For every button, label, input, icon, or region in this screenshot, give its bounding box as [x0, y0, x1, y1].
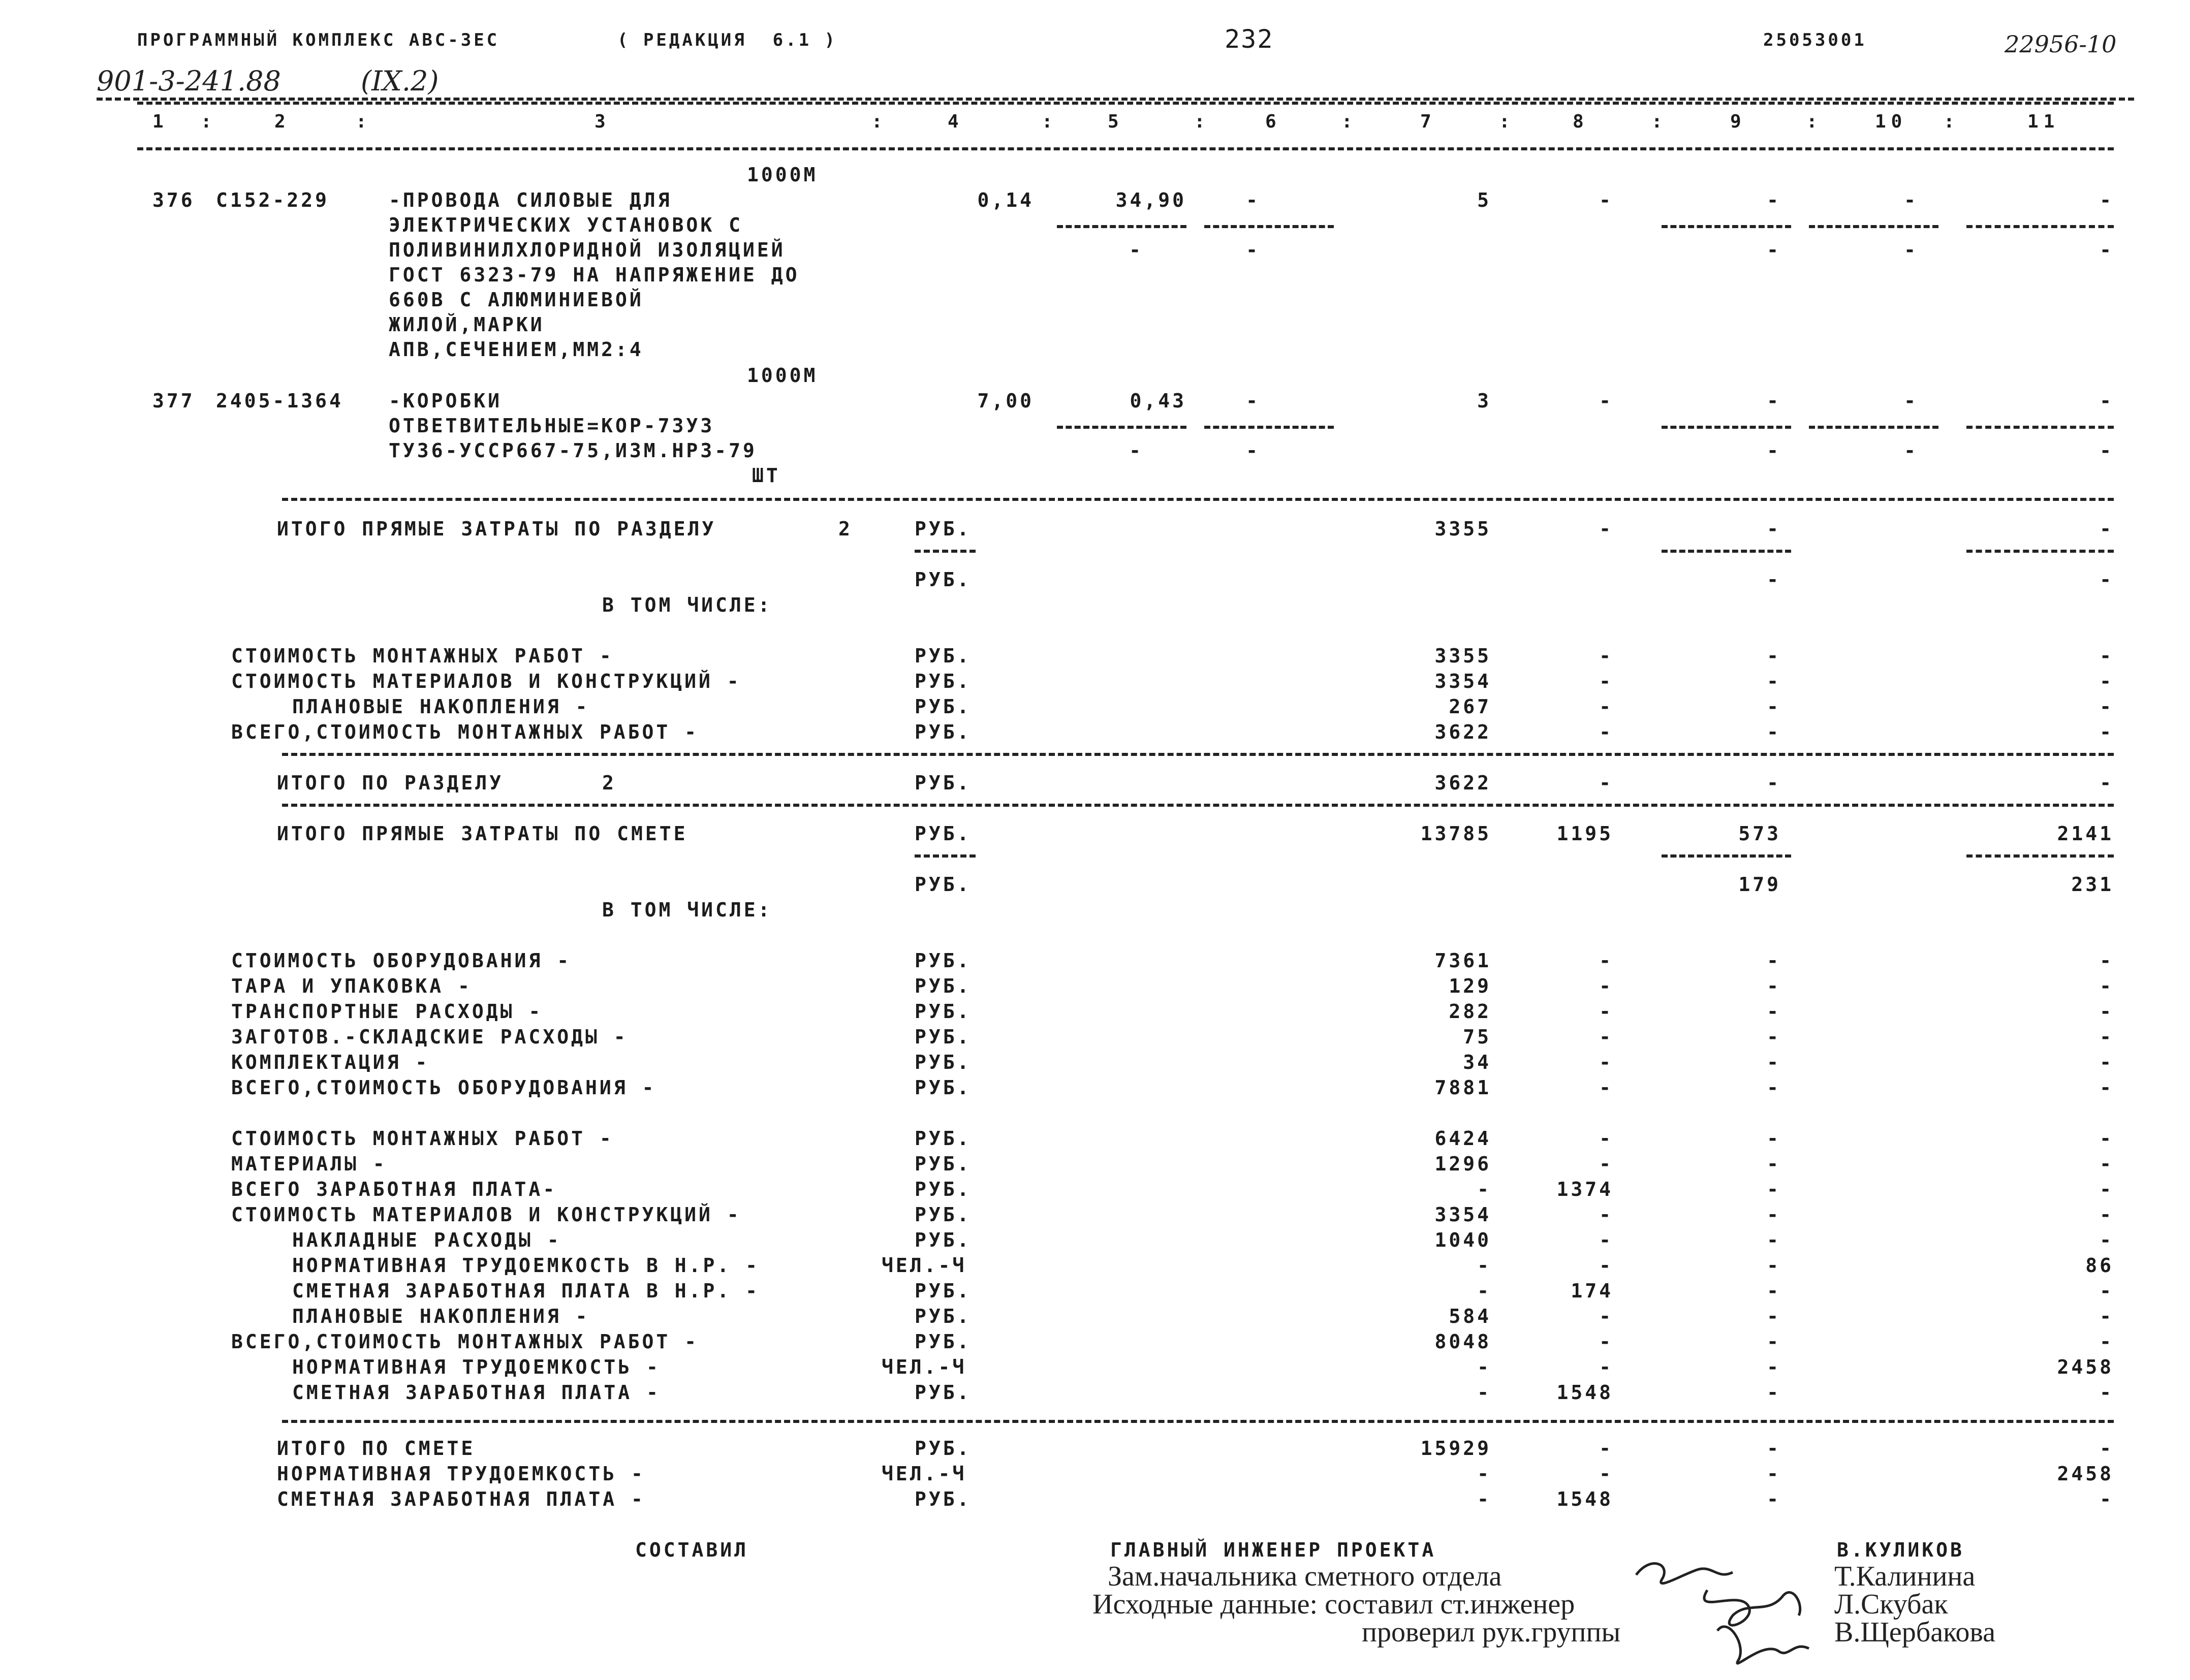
section-total-col8: -	[1599, 518, 1613, 540]
item-code: С152-229	[216, 189, 330, 211]
estimate-including-label: В ТОМ ЧИСЛЕ:	[602, 899, 772, 921]
compiled-by-label: СОСТАВИЛ	[635, 1539, 749, 1561]
column-separator: :	[871, 111, 885, 132]
section-row-col8: -	[1599, 695, 1613, 718]
section-row-unit: РУБ.	[915, 721, 972, 743]
works-row-label: ВСЕГО,СТОИМОСТЬ МОНТАЖНЫХ РАБОТ -	[231, 1330, 699, 1353]
item-number: 377	[152, 390, 195, 412]
item-sub-col11: -	[2100, 239, 2114, 261]
item-sub-col9: -	[1767, 239, 1781, 261]
equipment-row-col11: -	[2100, 1051, 2114, 1073]
section-total-col11-b: -	[2100, 568, 2114, 591]
equipment-row-label: СТОИМОСТЬ ОБОРУДОВАНИЯ -	[231, 949, 572, 972]
estimate-total-col9-rule	[1662, 854, 1791, 858]
section-total-col7: 3355	[1434, 518, 1491, 540]
works-row-col9: -	[1767, 1203, 1781, 1226]
item-unit-bottom: ШТ	[752, 464, 780, 487]
item-description-line: ЭЛЕКТРИЧЕСКИХ УСТАНОВОК С	[389, 214, 743, 236]
item-subline-6	[1204, 426, 1334, 429]
works-row-unit: РУБ.	[915, 1153, 972, 1175]
final-row-col9: -	[1767, 1488, 1781, 1510]
equipment-row-col11: -	[2100, 1000, 2114, 1023]
item-col8: -	[1599, 189, 1613, 211]
final-row-col9: -	[1767, 1437, 1781, 1460]
section-row-col8: -	[1599, 721, 1613, 743]
equipment-row-col8: -	[1599, 975, 1613, 997]
works-row-col7: 1296	[1434, 1153, 1491, 1175]
equipment-row-unit: РУБ.	[915, 1051, 972, 1073]
works-row-col9: -	[1767, 1330, 1781, 1353]
equipment-row-col9: -	[1767, 1076, 1781, 1099]
equipment-row-col11: -	[2100, 1026, 2114, 1048]
section-row-col11: -	[2100, 670, 2114, 692]
column-separator: :	[1042, 111, 1055, 132]
works-row-unit: РУБ.	[915, 1178, 972, 1200]
section-total-unit: РУБ.	[915, 518, 972, 540]
column-number-6: 6	[1265, 111, 1279, 132]
column-number-2: 2	[274, 111, 288, 132]
works-row-col8: -	[1599, 1127, 1613, 1150]
column-separator: :	[1806, 111, 1820, 132]
final-row-col7: -	[1477, 1488, 1491, 1510]
works-row-col9: -	[1767, 1127, 1781, 1150]
equipment-row-col9: -	[1767, 1026, 1781, 1048]
equipment-row-col8: -	[1599, 949, 1613, 972]
equipment-row-col9: -	[1767, 1000, 1781, 1023]
item-col10: -	[1904, 390, 1918, 412]
works-row-label: МАТЕРИАЛЫ -	[231, 1153, 387, 1175]
equipment-row-label: ВСЕГО,СТОИМОСТЬ ОБОРУДОВАНИЯ -	[231, 1076, 656, 1099]
approval-line-1: Зам.начальника сметного отдела	[1108, 1561, 1502, 1592]
section-row-label: ПЛАНОВЫЕ НАКОПЛЕНИЯ -	[292, 695, 590, 718]
approval-name-1: Т.Калинина	[1834, 1561, 1976, 1592]
works-row-col11: -	[2100, 1153, 2114, 1175]
section-row-label: СТОИМОСТЬ МАТЕРИАЛОВ И КОНСТРУКЦИЙ -	[231, 670, 741, 692]
section-including-label: В ТОМ ЧИСЛЕ:	[602, 594, 772, 616]
final-row-unit: ЧЕЛ.-Ч	[882, 1463, 967, 1485]
item-description-line: АПВ,СЕЧЕНИЕМ,ММ2:4	[389, 338, 644, 361]
item-col9: -	[1767, 189, 1781, 211]
section-row-col7: 3355	[1434, 645, 1491, 667]
item-description-line: ЖИЛОЙ,МАРКИ	[389, 313, 545, 336]
works-row-col7: 1040	[1434, 1229, 1491, 1251]
works-row-label: СМЕТНАЯ ЗАРАБОТНАЯ ПЛАТА -	[292, 1381, 661, 1404]
item-code: 2405-1364	[216, 390, 343, 412]
works-row-col8: 174	[1571, 1280, 1613, 1302]
column-separator: :	[1341, 111, 1355, 132]
final-row-unit: РУБ.	[915, 1437, 972, 1460]
works-row-col9: -	[1767, 1178, 1781, 1200]
item-col8: -	[1599, 390, 1613, 412]
equipment-row-col8: -	[1599, 1026, 1613, 1048]
doc-code-1: 25053001	[1763, 30, 1867, 50]
section-row-col9: -	[1767, 645, 1781, 667]
item-price: 0,43	[1130, 390, 1186, 412]
equipment-row-col11: -	[2100, 1076, 2114, 1099]
estimate-total-col11: 2141	[2057, 822, 2114, 845]
item-sub-col5: -	[1129, 239, 1143, 261]
section-row-col9: -	[1767, 695, 1781, 718]
section-row-col7: 3354	[1434, 670, 1491, 692]
equipment-row-col7: 75	[1463, 1026, 1491, 1048]
project-code: 901-3-241.88	[97, 65, 281, 97]
final-row-col11: -	[2100, 1437, 2114, 1460]
section-itogo-col7: 3622	[1434, 772, 1491, 794]
section-itogo-rule	[282, 753, 2114, 756]
works-row-label: НОРМАТИВНАЯ ТРУДОЕМКОСТЬ -	[292, 1356, 661, 1378]
equipment-row-unit: РУБ.	[915, 1026, 972, 1048]
item-number: 376	[152, 189, 195, 211]
final-row-col7: -	[1477, 1463, 1491, 1485]
item-description-line: 660В С АЛЮМИНИЕВОЙ	[389, 289, 644, 311]
item-description-line: ОТВЕТВИТЕЛЬНЫЕ=КОР-73У3	[389, 415, 715, 437]
works-row-col9: -	[1767, 1381, 1781, 1404]
section-row-col9: -	[1767, 721, 1781, 743]
works-row-label: НАКЛАДНЫЕ РАСХОДЫ -	[292, 1229, 561, 1251]
estimate-total-unit-rule	[915, 854, 976, 858]
approval-line-2: Исходные данные: составил ст.инженер	[1092, 1589, 1575, 1620]
works-row-unit: РУБ.	[915, 1127, 972, 1150]
section-row-col11: -	[2100, 695, 2114, 718]
works-row-unit: РУБ.	[915, 1229, 972, 1251]
works-row-label: СТОИМОСТЬ МОНТАЖНЫХ РАБОТ -	[231, 1127, 614, 1150]
section-total-rule	[282, 498, 2114, 501]
equipment-row-col8: -	[1599, 1000, 1613, 1023]
item-description-line: ТУ36-УССР667-75,ИЗМ.НР3-79	[389, 439, 757, 462]
works-row-label: ПЛАНОВЫЕ НАКОПЛЕНИЯ -	[292, 1305, 590, 1327]
section-total-label: ИТОГО ПРЯМЫЕ ЗАТРАТЫ ПО РАЗДЕЛУ	[277, 518, 716, 540]
works-row-col11: 86	[2085, 1254, 2114, 1277]
final-row-unit: РУБ.	[915, 1488, 972, 1510]
item-sub-col6: -	[1246, 239, 1260, 261]
signature-marks	[1616, 1544, 1880, 1676]
equipment-row-col11: -	[2100, 975, 2114, 997]
section-total-col9-b: -	[1767, 568, 1781, 591]
equipment-row-col7: 34	[1463, 1051, 1491, 1073]
works-row-unit: РУБ.	[915, 1203, 972, 1226]
equipment-row-unit: РУБ.	[915, 1000, 972, 1023]
column-number-3: 3	[595, 111, 608, 132]
works-row-col8: 1548	[1556, 1381, 1613, 1404]
column-separator: :	[1499, 111, 1513, 132]
section-itogo-unit: РУБ.	[915, 772, 972, 794]
equipment-row-col7: 7361	[1434, 949, 1491, 972]
equipment-row-col7: 282	[1449, 1000, 1491, 1023]
section-row-col7: 267	[1449, 695, 1491, 718]
section-row-unit: РУБ.	[915, 645, 972, 667]
works-row-col8: -	[1599, 1356, 1613, 1378]
section-itogo-number: 2	[602, 772, 616, 794]
item-sub-col11: -	[2100, 439, 2114, 462]
section-row-col11: -	[2100, 721, 2114, 743]
works-row-col11: -	[2100, 1280, 2114, 1302]
item-unit-top: 1000М	[747, 364, 818, 387]
chief-engineer-name: В.КУЛИКОВ	[1837, 1539, 1964, 1561]
works-row-col8: -	[1599, 1254, 1613, 1277]
column-number-5: 5	[1108, 111, 1121, 132]
page-number: 232	[1225, 24, 1274, 54]
equipment-row-label: ТАРА И УПАКОВКА -	[231, 975, 472, 997]
item-subline-10	[1809, 426, 1938, 429]
works-row-unit: РУБ.	[915, 1305, 972, 1327]
final-row-col11: -	[2100, 1488, 2114, 1510]
equipment-row-col9: -	[1767, 975, 1781, 997]
works-row-label: СМЕТНАЯ ЗАРАБОТНАЯ ПЛАТА В Н.Р. -	[292, 1280, 760, 1302]
section-itogo-col11: -	[2100, 772, 2114, 794]
works-row-unit: РУБ.	[915, 1330, 972, 1353]
column-separator: :	[356, 111, 369, 132]
works-row-col7: -	[1477, 1356, 1491, 1378]
works-row-col8: -	[1599, 1203, 1613, 1226]
equipment-row-col8: -	[1599, 1051, 1613, 1073]
section-row-col8: -	[1599, 670, 1613, 692]
final-row-col9: -	[1767, 1463, 1781, 1485]
section-total-unit-rule	[915, 550, 976, 553]
works-row-col7: 8048	[1434, 1330, 1491, 1353]
item-description-line: ПОЛИВИНИЛХЛОРИДНОЙ ИЗОЛЯЦИЕЙ	[389, 239, 786, 261]
edition-label: ( РЕДАКЦИЯ 6.1 )	[617, 30, 837, 50]
chief-engineer-label: ГЛАВНЫЙ ИНЖЕНЕР ПРОЕКТА	[1110, 1539, 1436, 1561]
final-row-col11: 2458	[2057, 1463, 2114, 1485]
section-total-unit-2: РУБ.	[915, 568, 972, 591]
item-col6: -	[1246, 390, 1260, 412]
estimate-total-rule	[282, 804, 2114, 807]
works-row-col9: -	[1767, 1280, 1781, 1302]
section-row-col11: -	[2100, 645, 2114, 667]
section-row-col9: -	[1767, 670, 1781, 692]
estimate-total-col8: 1195	[1556, 822, 1613, 845]
approval-line-3: проверил рук.группы	[1362, 1616, 1621, 1648]
column-header-rule-top	[137, 102, 2114, 105]
column-separator: :	[1944, 111, 1957, 132]
section-row-unit: РУБ.	[915, 695, 972, 718]
approval-name-2: Л.Скубак	[1834, 1589, 1948, 1620]
final-row-label: НОРМАТИВНАЯ ТРУДОЕМКОСТЬ -	[277, 1463, 645, 1485]
works-row-col9: -	[1767, 1254, 1781, 1277]
final-row-col8: 1548	[1556, 1488, 1613, 1510]
item-col6: -	[1246, 189, 1260, 211]
equipment-row-label: ТРАНСПОРТНЫЕ РАСХОДЫ -	[231, 1000, 543, 1023]
works-row-label: НОРМАТИВНАЯ ТРУДОЕМКОСТЬ В Н.Р. -	[292, 1254, 760, 1277]
column-separator: :	[1194, 111, 1208, 132]
item-quantity: 7,00	[977, 390, 1034, 412]
item-sub-col10: -	[1904, 439, 1918, 462]
works-row-unit: РУБ.	[915, 1381, 972, 1404]
header-underline	[97, 98, 2134, 101]
section-itogo-label: ИТОГО ПО РАЗДЕЛУ	[277, 772, 504, 794]
column-separator: :	[201, 111, 214, 132]
estimate-total-unit: РУБ.	[915, 822, 972, 845]
estimate-total-label: ИТОГО ПРЯМЫЕ ЗАТРАТЫ ПО СМЕТЕ	[277, 822, 688, 845]
equipment-row-unit: РУБ.	[915, 1076, 972, 1099]
item-subline-10	[1809, 225, 1938, 228]
column-number-1: 1	[152, 111, 166, 132]
section-row-label: СТОИМОСТЬ МОНТАЖНЫХ РАБОТ -	[231, 645, 614, 667]
section-row-label: ВСЕГО,СТОИМОСТЬ МОНТАЖНЫХ РАБОТ -	[231, 721, 699, 743]
works-row-unit: РУБ.	[915, 1280, 972, 1302]
works-row-col7: -	[1477, 1280, 1491, 1302]
works-row-col7: -	[1477, 1178, 1491, 1200]
works-row-col8: -	[1599, 1330, 1613, 1353]
section-total-col9-rule	[1662, 550, 1791, 553]
item-description-line: -КОРОБКИ	[389, 390, 503, 412]
column-number-4: 4	[948, 111, 961, 132]
final-row-col8: -	[1599, 1463, 1613, 1485]
item-col7: 5	[1477, 189, 1491, 211]
works-row-col8: 1374	[1556, 1178, 1613, 1200]
equipment-row-unit: РУБ.	[915, 975, 972, 997]
column-number-10: 10	[1875, 111, 1907, 132]
estimate-total-unit-2: РУБ.	[915, 873, 972, 896]
works-row-col11: -	[2100, 1330, 2114, 1353]
item-col9: -	[1767, 390, 1781, 412]
estimate-total-col11-b: 231	[2071, 873, 2114, 896]
item-col11: -	[2100, 189, 2114, 211]
works-row-col8: -	[1599, 1229, 1613, 1251]
equipment-row-col7: 7881	[1434, 1076, 1491, 1099]
item-sub-col9: -	[1767, 439, 1781, 462]
item-quantity: 0,14	[977, 189, 1034, 211]
item-subline-9	[1662, 426, 1791, 429]
works-row-col11: -	[2100, 1203, 2114, 1226]
works-row-col9: -	[1767, 1229, 1781, 1251]
column-number-9: 9	[1730, 111, 1744, 132]
item-col11: -	[2100, 390, 2114, 412]
section-row-col7: 3622	[1434, 721, 1491, 743]
works-row-col7: -	[1477, 1381, 1491, 1404]
equipment-row-col9: -	[1767, 949, 1781, 972]
item-description-line: ГОСТ 6323-79 НА НАПРЯЖЕНИЕ ДО	[389, 264, 800, 286]
item-subline-9	[1662, 225, 1791, 228]
equipment-row-label: ЗАГОТОВ.-СКЛАДСКИЕ РАСХОДЫ -	[231, 1026, 628, 1048]
equipment-row-unit: РУБ.	[915, 949, 972, 972]
column-number-8: 8	[1573, 111, 1586, 132]
item-sub-col10: -	[1904, 239, 1918, 261]
column-separator: :	[1651, 111, 1665, 132]
works-row-col11: -	[2100, 1305, 2114, 1327]
works-row-col11: -	[2100, 1178, 2114, 1200]
section-total-col9: -	[1767, 518, 1781, 540]
estimate-total-col7: 13785	[1420, 822, 1491, 845]
equipment-row-col9: -	[1767, 1051, 1781, 1073]
item-description-line: -ПРОВОДА СИЛОВЫЕ ДЛЯ	[389, 189, 672, 211]
works-row-col7: 6424	[1434, 1127, 1491, 1150]
section-row-col8: -	[1599, 645, 1613, 667]
column-number-11: 11	[2027, 111, 2060, 132]
final-row-label: СМЕТНАЯ ЗАРАБОТНАЯ ПЛАТА -	[277, 1488, 645, 1510]
item-sub-col6: -	[1246, 439, 1260, 462]
program-title: ПРОГРАММНЫЙ КОМПЛЕКС АВС-3ЕС	[137, 30, 500, 50]
item-unit-top: 1000М	[747, 164, 818, 186]
final-row-col8: -	[1599, 1437, 1613, 1460]
equipment-row-col11: -	[2100, 949, 2114, 972]
works-row-col9: -	[1767, 1305, 1781, 1327]
doc-code-2: 22956-10	[2005, 30, 2117, 58]
estimate-total-col11-rule	[1966, 854, 2114, 858]
works-row-col9: -	[1767, 1356, 1781, 1378]
works-row-col7: 3354	[1434, 1203, 1491, 1226]
works-row-col11: -	[2100, 1127, 2114, 1150]
works-row-col9: -	[1767, 1153, 1781, 1175]
estimate-total-col9-b: 179	[1738, 873, 1781, 896]
item-col7: 3	[1477, 390, 1491, 412]
section-itogo-col9: -	[1767, 772, 1781, 794]
final-total-rule	[282, 1420, 2114, 1423]
works-row-col11: 2458	[2057, 1356, 2114, 1378]
works-row-col8: -	[1599, 1153, 1613, 1175]
equipment-row-col8: -	[1599, 1076, 1613, 1099]
section-total-col11: -	[2100, 518, 2114, 540]
item-subline-5	[1057, 426, 1186, 429]
project-part: (IX.2)	[361, 65, 439, 97]
estimate-total-col9: 573	[1738, 822, 1781, 845]
approval-name-3: В.Щербакова	[1834, 1616, 1995, 1648]
equipment-row-col7: 129	[1449, 975, 1491, 997]
works-row-col8: -	[1599, 1305, 1613, 1327]
item-subline-11	[1966, 225, 2114, 228]
final-row-label: ИТОГО ПО СМЕТЕ	[277, 1437, 476, 1460]
column-number-7: 7	[1420, 111, 1434, 132]
works-row-unit: ЧЕЛ.-Ч	[882, 1356, 967, 1378]
works-row-label: СТОИМОСТЬ МАТЕРИАЛОВ И КОНСТРУКЦИЙ -	[231, 1203, 741, 1226]
section-total-number: 2	[838, 518, 853, 540]
section-total-col11-rule	[1966, 550, 2114, 553]
works-row-col11: -	[2100, 1229, 2114, 1251]
item-sub-col5: -	[1129, 439, 1143, 462]
final-row-col7: 15929	[1420, 1437, 1491, 1460]
column-header-rule-bottom	[137, 147, 2114, 150]
item-subline-5	[1057, 225, 1186, 228]
section-row-unit: РУБ.	[915, 670, 972, 692]
item-subline-11	[1966, 426, 2114, 429]
works-row-col7: 584	[1449, 1305, 1491, 1327]
works-row-unit: ЧЕЛ.-Ч	[882, 1254, 967, 1277]
works-row-col11: -	[2100, 1381, 2114, 1404]
item-subline-6	[1204, 225, 1334, 228]
section-itogo-col8: -	[1599, 772, 1613, 794]
works-row-col7: -	[1477, 1254, 1491, 1277]
works-row-label: ВСЕГО ЗАРАБОТНАЯ ПЛАТА-	[231, 1178, 557, 1200]
item-col10: -	[1904, 189, 1918, 211]
item-price: 34,90	[1115, 189, 1186, 211]
equipment-row-label: КОМПЛЕКТАЦИЯ -	[231, 1051, 430, 1073]
